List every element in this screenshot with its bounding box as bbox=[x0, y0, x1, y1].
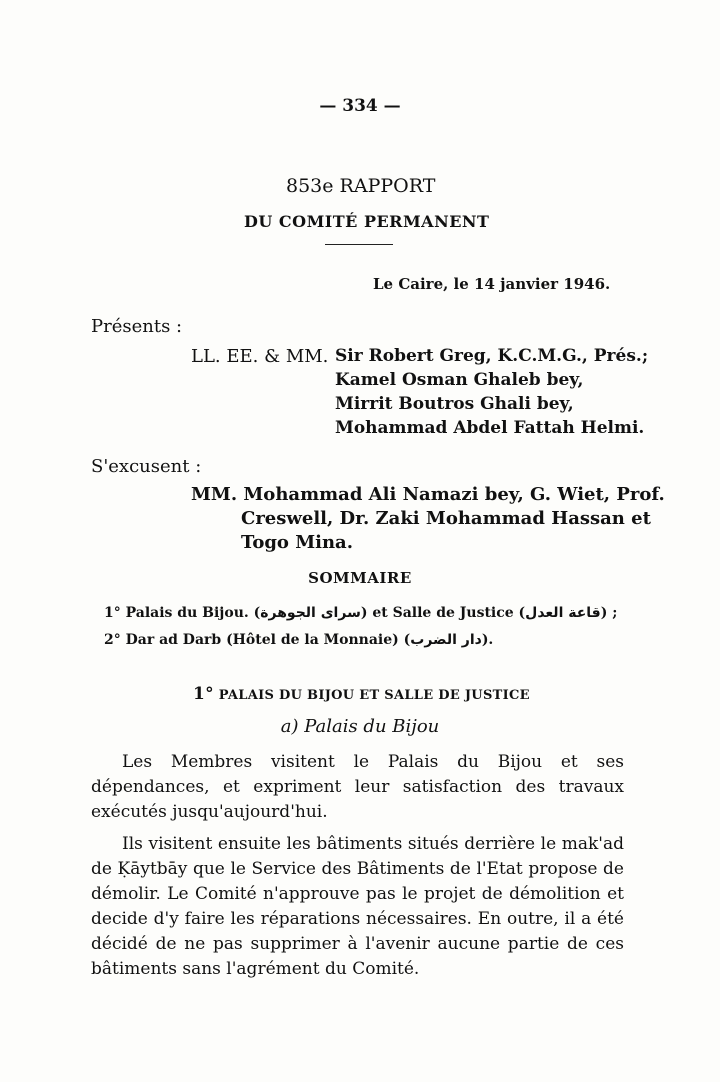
arabic-term: قاعة العدل bbox=[525, 605, 601, 621]
presents-prefix: LL. EE. & MM. bbox=[191, 346, 329, 367]
sommaire-item-1-text: ) ; bbox=[600, 605, 618, 621]
report-subtitle: DU COMITÉ PERMANENT bbox=[244, 212, 490, 231]
dateline: Le Caire, le 14 janvier 1946. bbox=[373, 275, 611, 293]
title-divider bbox=[325, 244, 393, 245]
member-name: Mohammad Abdel Fattah Helmi. bbox=[335, 418, 645, 438]
body-paragraph: Les Membres visitent le Palais du Bijou et ses dépendances, et expriment leur satisfaction des travaux exécutés jusqu'aujourd'hui. bbox=[91, 752, 624, 822]
member-name: Mirrit Boutros Ghali bey, bbox=[335, 394, 574, 414]
section-heading bbox=[193, 684, 530, 704]
sommaire-item-2 bbox=[104, 632, 493, 648]
section-subheading: a) Palais du Bijou bbox=[280, 716, 440, 737]
body-paragraph: Ils visitent ensuite les bâtiments situés derrière le mak'ad de Ḳāytbāy que le Service des Bâtiments de l'Etat propose de démolir. Le Comité n'approuve pas le projet de démolition et decide d'y faire les réparations nécessaires. En outre, il a été décidé de ne pas supprimer à l'avenir aucune partie de ces bâtiments sans l'agrément du Comité. bbox=[91, 834, 624, 979]
sommaire-item-1 bbox=[104, 605, 617, 621]
sommaire-item-1-text: ) et Salle de Justice ( bbox=[360, 605, 526, 621]
member-name: Sir Robert Greg, K.C.M.G., Prés.; bbox=[335, 346, 649, 366]
report-title: 853e RAPPORT bbox=[286, 175, 436, 197]
arabic-term: دار الضرب bbox=[410, 632, 482, 648]
excused-line: MM. Mohammad Ali Namazi bey, G. Wiet, Prof. bbox=[191, 484, 665, 505]
member-name: Kamel Osman Ghaleb bey, bbox=[335, 370, 584, 390]
excused-line: Togo Mina. bbox=[241, 532, 353, 553]
page-number: — 334 — bbox=[319, 96, 401, 116]
excused-line: Creswell, Dr. Zaki Mohammad Hassan et bbox=[241, 508, 651, 529]
sommaire-item-2-text: ). bbox=[481, 632, 494, 648]
sommaire-item-1-text: 1° Palais du Bijou. ( bbox=[104, 605, 261, 621]
section-number: 1° bbox=[193, 684, 214, 704]
presents-label: Présents : bbox=[91, 316, 183, 337]
sommaire-heading: SOMMAIRE bbox=[308, 569, 412, 587]
sommaire-item-2-text: 2° Dar ad Darb (Hôtel de la Monnaie) ( bbox=[104, 632, 411, 648]
excusent-label: S'excusent : bbox=[91, 456, 202, 477]
section-title: PALAIS DU BIJOU ET SALLE DE JUSTICE bbox=[218, 688, 530, 703]
arabic-term: سراى الجوهرة bbox=[260, 605, 361, 621]
